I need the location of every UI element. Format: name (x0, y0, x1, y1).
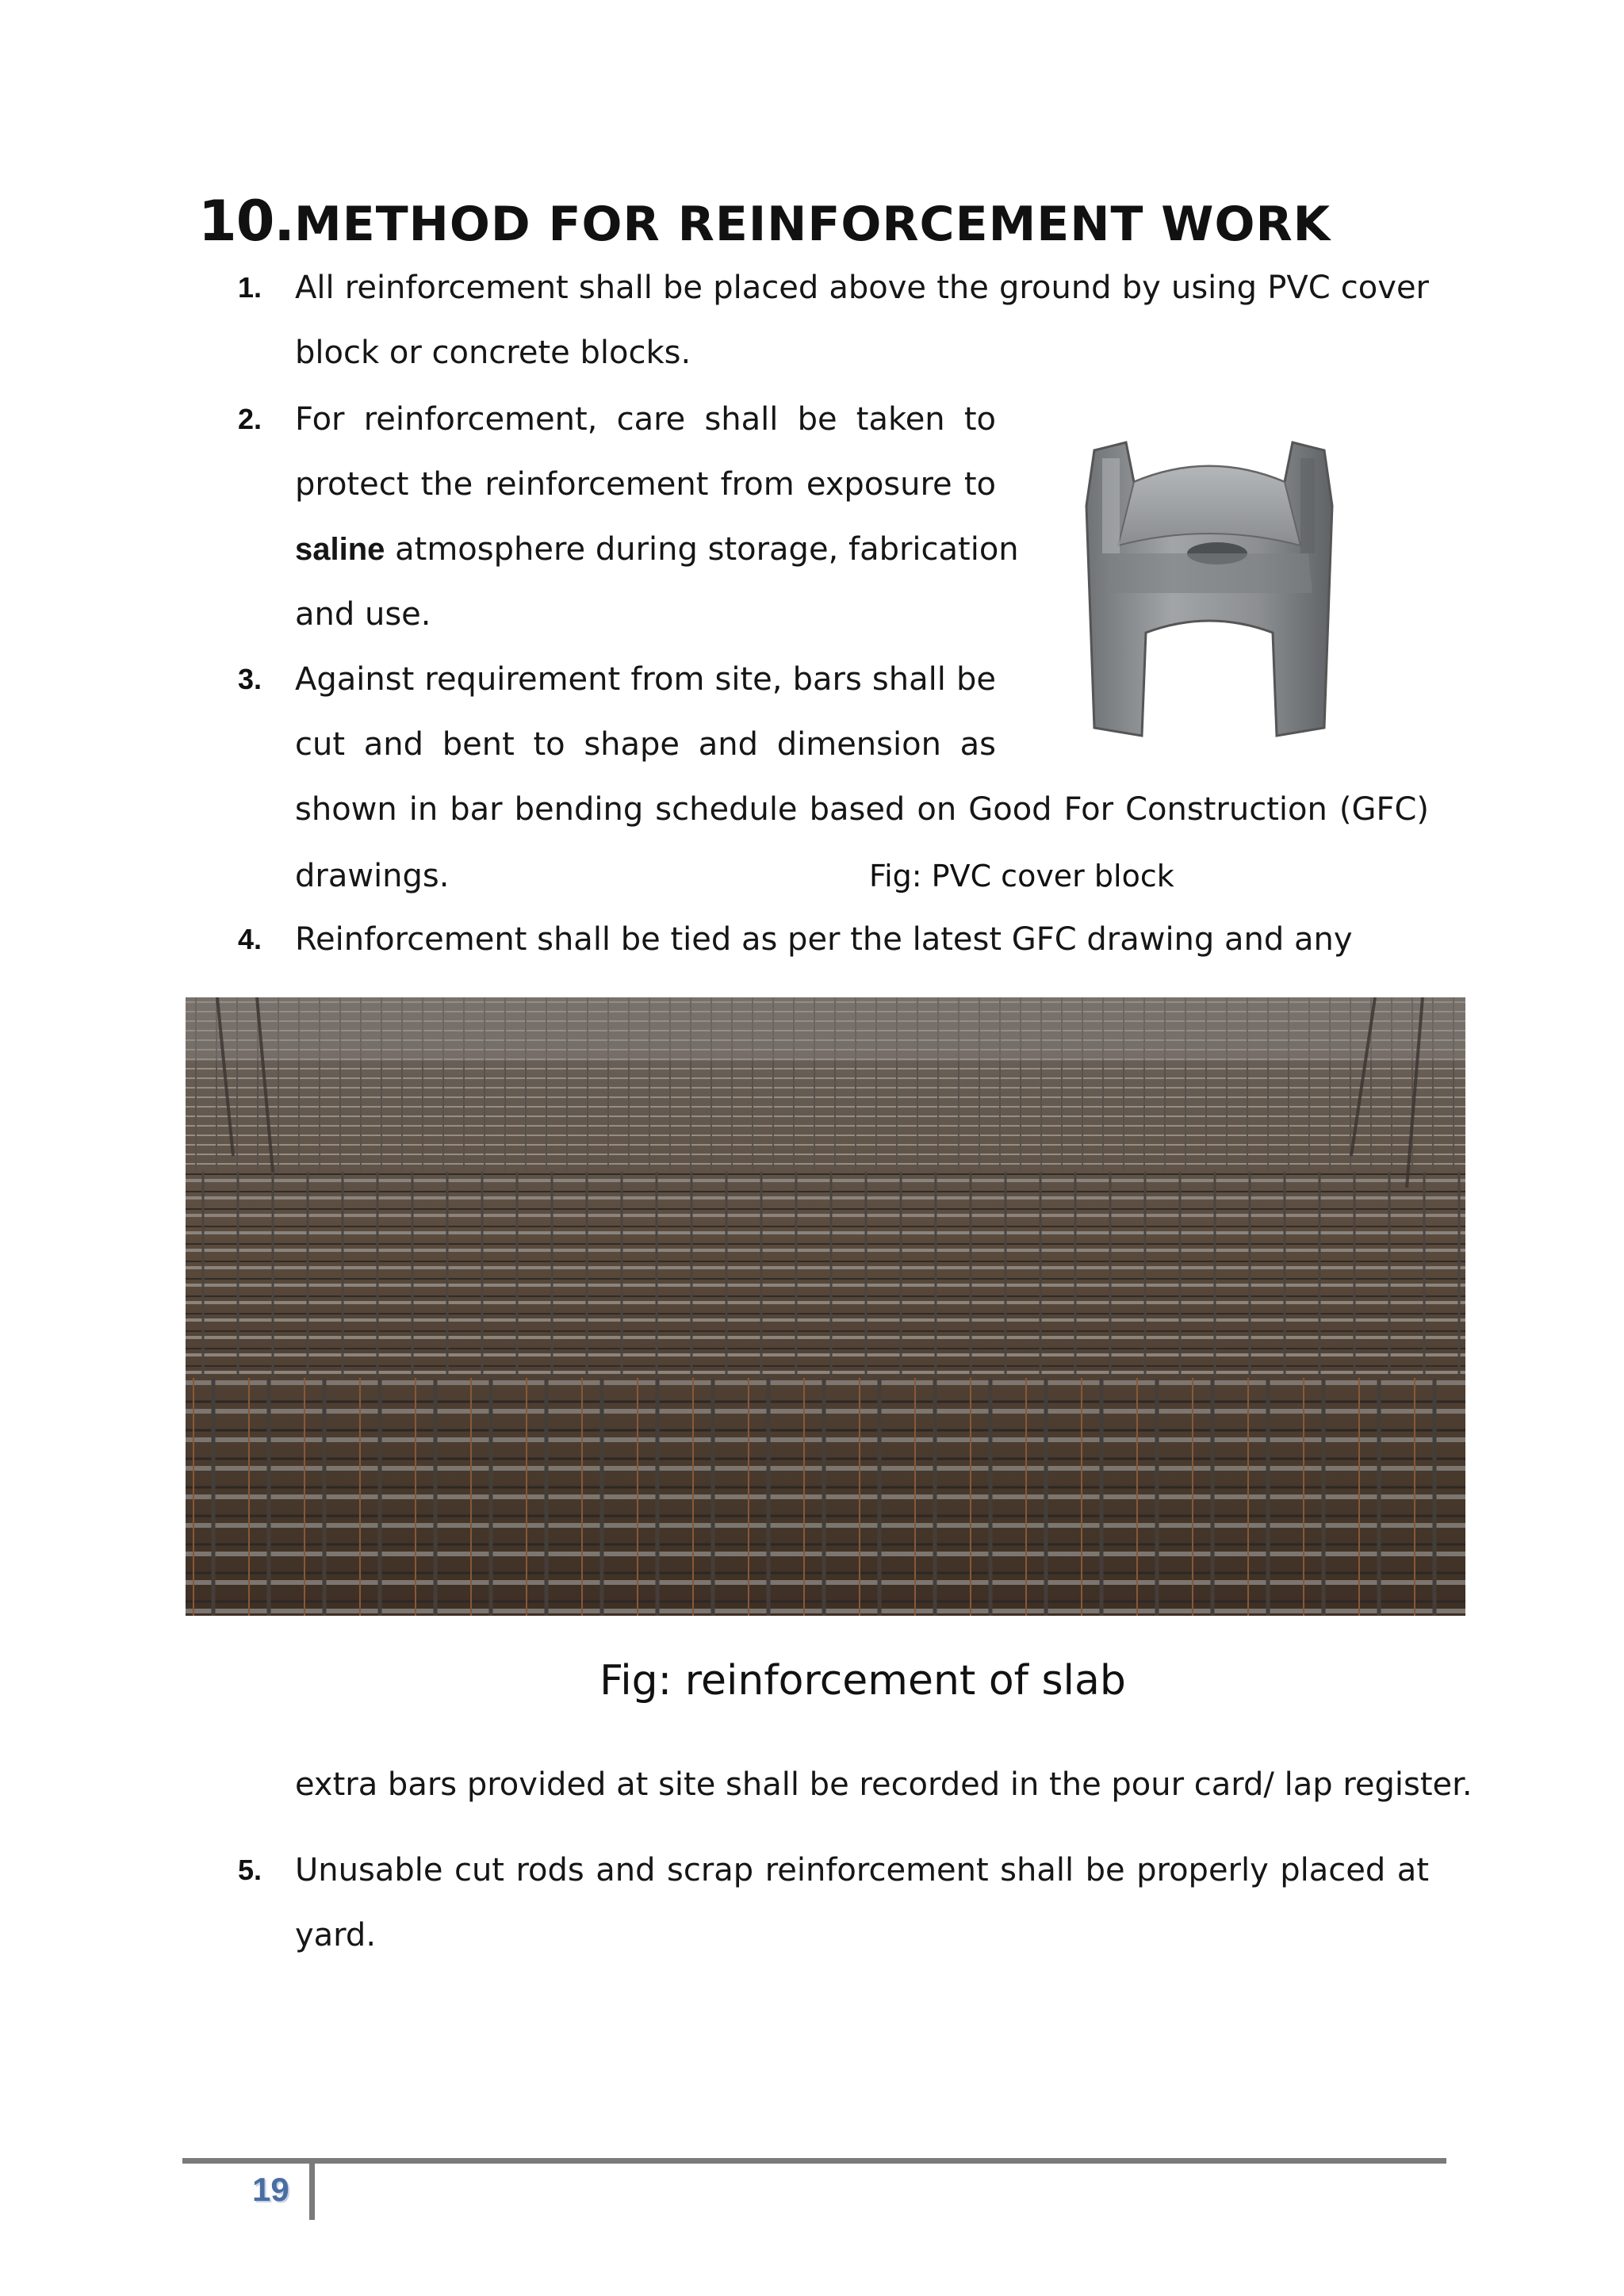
item-3-line-3: shown in bar bending schedule based on Good For Construction (GFC) (295, 791, 1429, 828)
item-3-line-4: drawings. (295, 858, 450, 894)
item-3-line-2: cut and bent to shape and dimension as (295, 726, 996, 763)
slab-reinforcement-image (186, 997, 1465, 1616)
item-2-line-4: and use. (295, 596, 431, 633)
section-number: 10. (198, 189, 295, 254)
page-number: 19 (252, 2171, 289, 2208)
slab-caption: Fig: reinforcement of slab (599, 1657, 1126, 1705)
section-heading (198, 189, 1331, 254)
item-2-line-3 (295, 517, 1019, 582)
item-2-line-3-text: atmosphere during storage, fabrication (395, 531, 1019, 568)
item-4-line-1: Reinforcement shall be tied as per the latest GFC drawing and any (295, 921, 1353, 958)
footer-rule (182, 2158, 1446, 2164)
list-marker-5: 5. (238, 1854, 262, 1886)
saline-bold-word: saline (295, 532, 385, 567)
list-marker-2: 2. (238, 403, 262, 435)
item-5-line-1: Unusable cut rods and scrap reinforcement shall be properly placed at (295, 1852, 1429, 1888)
list-marker-3: 3. (238, 663, 262, 695)
item-5-line-2: yard. (295, 1917, 377, 1954)
item-4-line-2: extra bars provided at site shall be recorded in the pour card/ lap register. (295, 1766, 1473, 1803)
item-3-line-1: Against requirement from site, bars shall be (295, 661, 996, 698)
item-1-line-1: All reinforcement shall be placed above the ground by using PVC cover (295, 270, 1429, 306)
list-marker-1: 1. (238, 271, 262, 304)
item-2-line-2: protect the reinforcement from exposure to (295, 466, 996, 503)
pvc-cover-block-image (1063, 434, 1356, 752)
footer-divider (309, 2158, 315, 2220)
section-title: METHOD FOR REINFORCEMENT WORK (294, 197, 1331, 252)
item-2-line-1: For reinforcement, care shall be taken to (295, 401, 996, 438)
list-marker-4: 4. (238, 923, 262, 955)
cover-block-caption: Fig: PVC cover block (869, 859, 1174, 894)
item-1-line-2: block or concrete blocks. (295, 335, 691, 371)
